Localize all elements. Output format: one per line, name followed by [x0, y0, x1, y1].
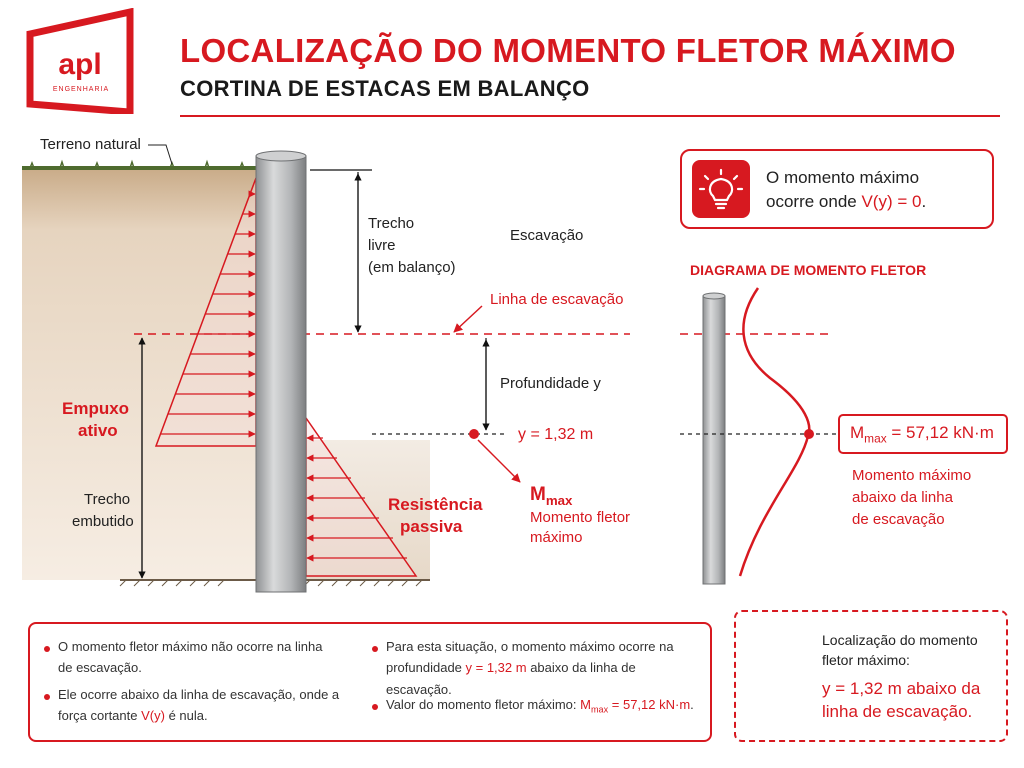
sheet-pile: [256, 156, 306, 592]
note-col2-item1: [386, 636, 704, 700]
tip-line-2-suffix: .: [921, 191, 927, 211]
note-col2-item2: [386, 694, 704, 718]
mmax-desc-1: Momento fletor: [530, 509, 631, 526]
note-mmax-symbol: M: [580, 697, 591, 712]
passive-label-2: passiva: [400, 517, 463, 536]
passive-label-1: Resistência: [388, 495, 483, 514]
page-subtitle: CORTINA DE ESTACAS EM BALANÇO: [180, 76, 590, 101]
logo-subtext: ENGENHARIA: [52, 86, 110, 93]
location-text-value: [822, 678, 980, 724]
free-length-label-2: livre: [368, 237, 396, 254]
mmax-sub: max: [545, 492, 573, 508]
location-line-2: fletor máximo:: [822, 652, 910, 669]
embedded-label-1: Trecho: [84, 491, 131, 508]
tip-line-2-prefix: ocorre onde: [766, 191, 862, 211]
mmax-desc-2: máximo: [530, 529, 583, 546]
mmax-symbol: M: [530, 484, 546, 505]
note-col2-item2-suffix: .: [690, 697, 694, 712]
bmd-max-point: [804, 429, 814, 439]
note-col2-item1-suffix: abaixo da linha de escavação.: [386, 660, 636, 697]
ground-label: Terreno natural: [40, 136, 141, 153]
embedded-label-2: embutido: [72, 513, 134, 530]
note-col1-item2: [58, 684, 340, 727]
excavation-line-label: Linha de escavação: [490, 291, 624, 308]
bullet-dot: [372, 646, 378, 652]
tip-lightbulb-icon: [692, 160, 750, 218]
depth-label: Profundidade y: [500, 375, 601, 392]
free-length-label-1: Trecho: [368, 215, 415, 232]
note-col1-item2-highlight: V(y): [141, 708, 165, 724]
bending-moment-curve: [740, 288, 809, 576]
tip-line-2: [766, 190, 926, 214]
bullet-dot: [44, 694, 50, 700]
note-col2-item2-prefix: Valor do momento fletor máximo:: [386, 697, 581, 712]
page-title: LOCALIZAÇÃO DO MOMENTO FLETOR MÁXIMO: [180, 32, 956, 69]
note-col2-item1-highlight: y = 1,32 m: [465, 660, 527, 676]
note-col2-item2-value: [580, 697, 691, 715]
tip-line-1: O momento máximo: [766, 168, 920, 187]
bmd-pile: [703, 296, 725, 584]
mmax-value-text: [850, 423, 994, 445]
location-line-1: Localização do momento: [822, 632, 978, 648]
bullet-dot: [372, 704, 378, 710]
mmax-box-symbol: M: [850, 423, 865, 442]
max-moment-point: [469, 429, 479, 439]
excavation-label: Escavação: [510, 227, 584, 244]
active-label-2: ativo: [78, 421, 118, 440]
bmd-note-3: de escavação: [852, 511, 945, 528]
note-col2-item1-prefix: Para esta situação, o momento máximo ocorre na profundidade: [386, 639, 674, 676]
location-line-4: linha de escavação.: [822, 701, 973, 721]
note-mmax-sub: max: [590, 704, 609, 715]
note-col1-item2-suffix: é nula.: [164, 708, 208, 724]
depth-value: y = 1,32 m: [518, 426, 594, 443]
tip-line-2-highlight: V(y) = 0: [861, 191, 922, 211]
mmax-box-sub: max: [864, 431, 887, 446]
tip-text: [766, 166, 926, 214]
location-line-3: y = 1,32 m abaixo da: [822, 679, 981, 698]
bmd-note-2: abaixo da linha: [852, 489, 953, 506]
free-length-label-3: (em balanço): [368, 259, 456, 276]
active-label-1: Empuxo: [62, 399, 130, 418]
bending-diagram-title: DIAGRAMA DE MOMENTO FLETOR: [690, 262, 927, 278]
bullet-dot: [44, 646, 50, 652]
mmax-box-value: = 57,12 kN·m: [886, 423, 994, 442]
mmax-symbol-label: [530, 482, 572, 510]
note-mmax-value: = 57,12 kN·m: [608, 697, 691, 712]
note-col1-item2-prefix: Ele ocorre abaixo da linha de escavação, onde a força cortante: [58, 687, 340, 724]
bmd-note-1: Momento máximo: [852, 467, 972, 484]
logo-text: apl: [58, 48, 102, 81]
location-text-intro: [822, 630, 978, 671]
note-col1-item1: O momento fletor máximo não ocorre na linha de escavação.: [58, 639, 323, 676]
free-length-dimension: [310, 170, 372, 332]
